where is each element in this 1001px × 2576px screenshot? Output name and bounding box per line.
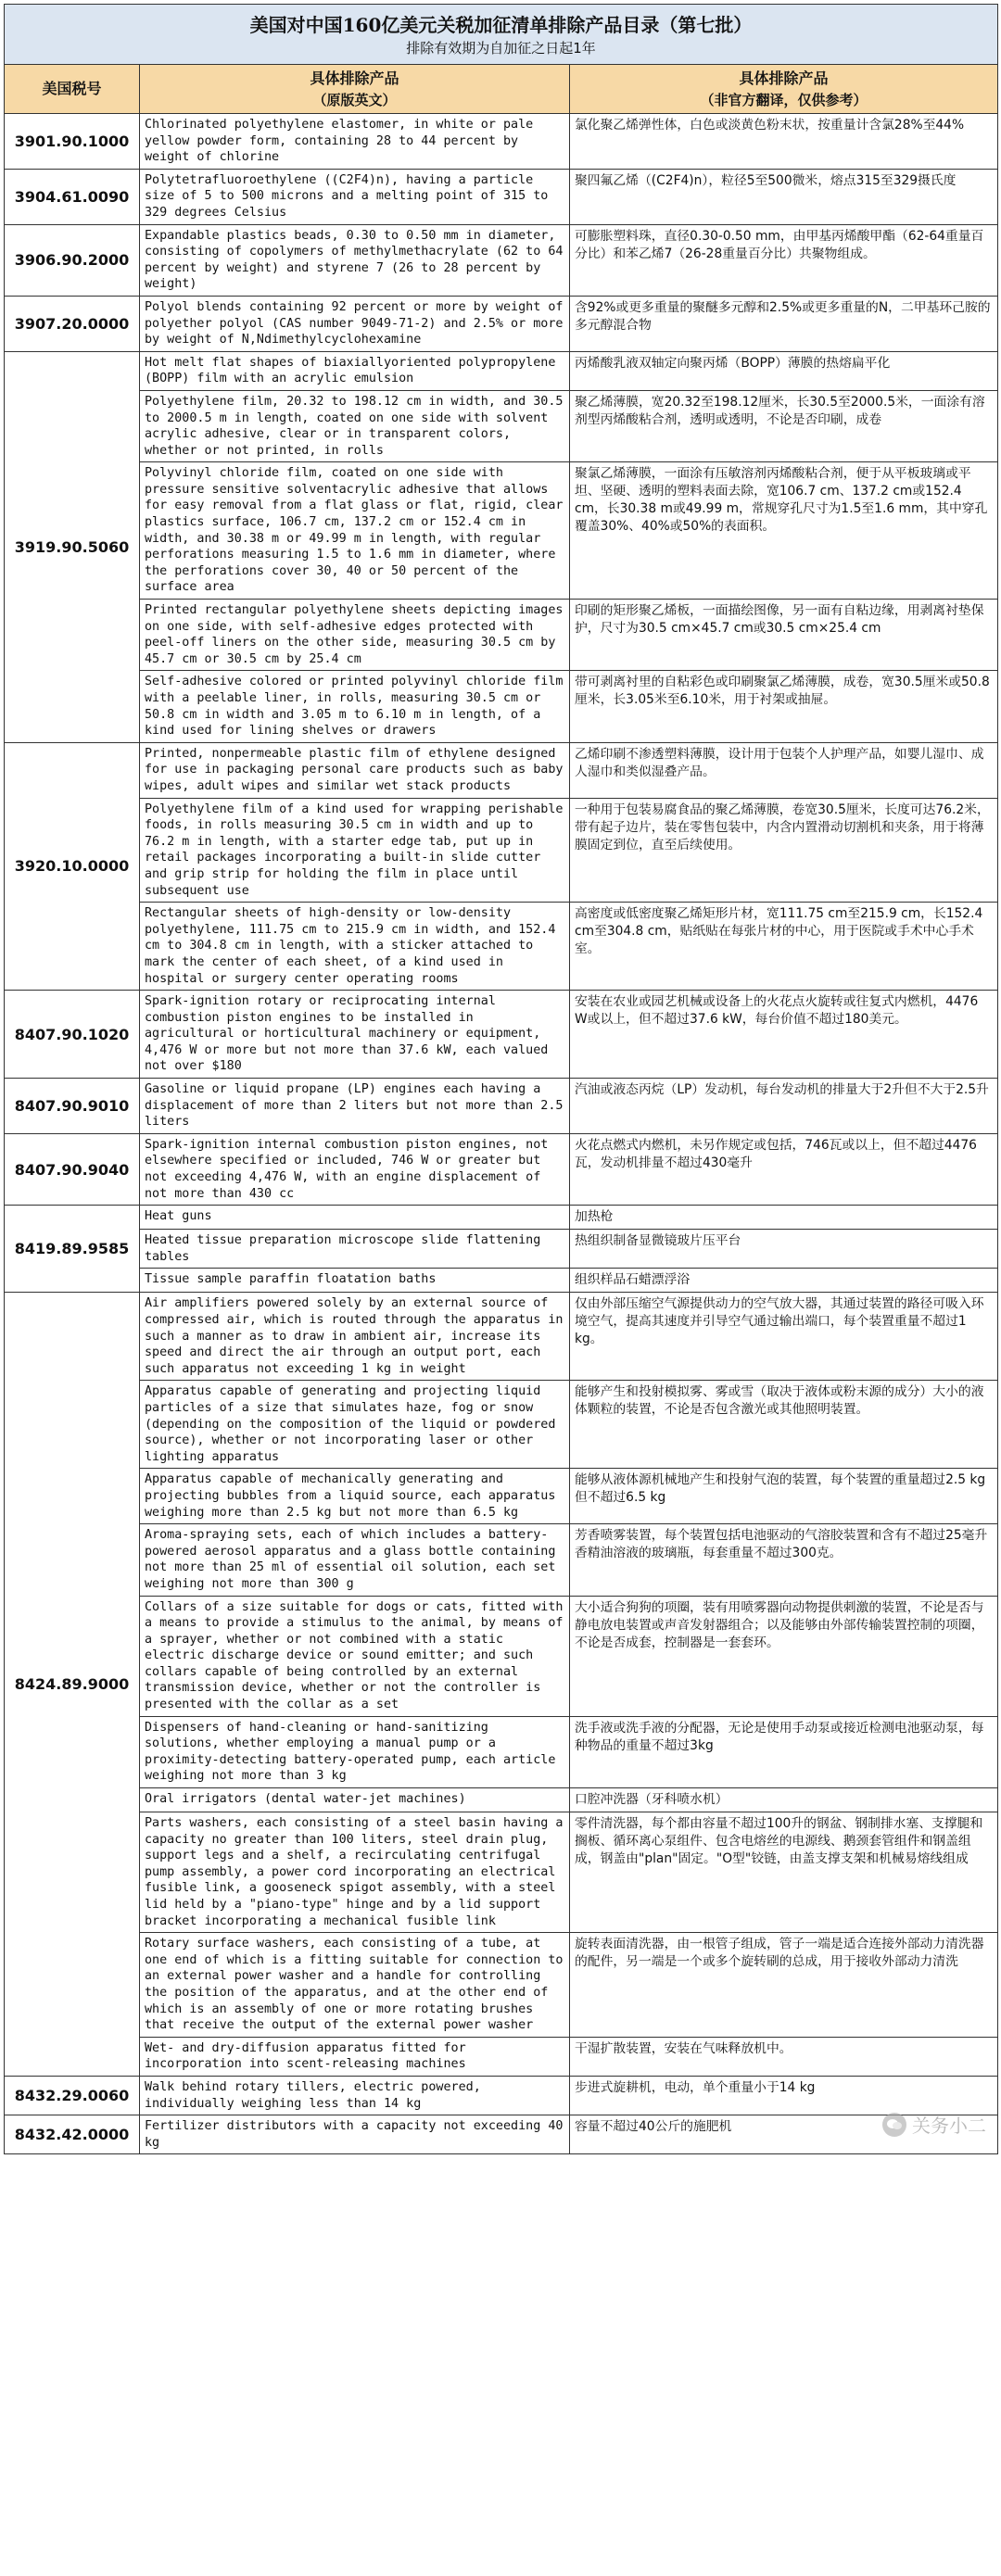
header-chinese-line1: 具体排除产品 bbox=[739, 69, 829, 87]
chinese-description-cell: 氯化聚乙烯弹性体，白色或淡黄色粉末状，按重量计含氯28%至44% bbox=[570, 114, 998, 170]
chinese-description-cell: 能够从液体源机械地产生和投射气泡的装置，每个装置的重量超过2.5 kg但不超过6.5 kg bbox=[570, 1469, 998, 1524]
table-row bbox=[5, 390, 998, 461]
table-row bbox=[5, 1293, 998, 1381]
exclusion-table bbox=[4, 4, 998, 2154]
wechat-icon bbox=[882, 2113, 906, 2137]
english-description-cell: Oral irrigators (dental water-jet machines) bbox=[140, 1788, 570, 1812]
chinese-description-cell: 可膨胀塑料珠，直径0.30-0.50 mm，由甲基丙烯酸甲酯（62-64重量百分比）和苯乙烯7（26-28重量百分比）共聚物组成。 bbox=[570, 224, 998, 296]
table-row bbox=[5, 1596, 998, 1716]
table-row bbox=[5, 296, 998, 351]
table-row bbox=[5, 600, 998, 671]
hts-code-cell: 8432.29.0060 bbox=[5, 2076, 140, 2115]
english-description-cell: Printed rectangular polyethylene sheets depicting images on one side, with self-adhesive edges protected with peel-off liners on the other side, measuring 30.5 cm by 45.7 cm or 30.5 cm by 25.4 cm bbox=[140, 600, 570, 671]
hts-code-cell: 3901.90.1000 bbox=[5, 114, 140, 170]
english-description-cell: Tissue sample paraffin floatation baths bbox=[140, 1269, 570, 1293]
title-cell bbox=[5, 5, 998, 65]
header-english-line2: （原版英文） bbox=[312, 92, 397, 108]
document-page bbox=[4, 4, 997, 2154]
chinese-description-cell: 旋转表面清洗器，由一根管子组成，管子一端是适合连接外部动力清洗器的配件，另一端是一个或多个旋转刷的总成，用于接收外部动力清洗 bbox=[570, 1933, 998, 2038]
header-hts bbox=[5, 65, 140, 114]
header-chinese-line2: （非官方翻译，仅供参考） bbox=[700, 92, 868, 108]
english-description-cell: Collars of a size suitable for dogs or cats, fitted with a means to provide a stimulus to the animal, by means of a sprayer, whether or not combined with a static electric discharge device or sound emitter; and such collars capable of being controlled by an external transmission device, whether or not the controller is presented with the collar as a set bbox=[140, 1596, 570, 1716]
table-row bbox=[5, 798, 998, 903]
table-row bbox=[5, 2076, 998, 2115]
chinese-description-cell: 大小适合狗狗的项圈，装有用喷雾器向动物提供刺激的装置，不论是否与静电放电装置或声音发射器组合；以及能够由外部传输装置控制的项圈，不论是否成套，控制器是一套套环。 bbox=[570, 1596, 998, 1716]
english-description-cell: Dispensers of hand-cleaning or hand-sanitizing solutions, whether employing a manual pump or a proximity-detecting battery-operated pump, each article weighing not more than 3 kg bbox=[140, 1716, 570, 1787]
chinese-description-cell: 聚乙烯薄膜，宽20.32至198.12厘米，长30.5至2000.5米，一面涂有溶剂型丙烯酸粘合剂，透明或透明，不论是否印刷，成卷 bbox=[570, 390, 998, 461]
chinese-description-cell: 丙烯酸乳液双轴定向聚丙烯（BOPP）薄膜的热熔扁平化 bbox=[570, 351, 998, 390]
chinese-description-cell: 容量不超过40公斤的施肥机 bbox=[570, 2115, 998, 2154]
table-row bbox=[5, 2037, 998, 2076]
table-row bbox=[5, 169, 998, 224]
table-row bbox=[5, 1206, 998, 1230]
table-row bbox=[5, 1230, 998, 1269]
english-description-cell: Polyvinyl chloride film, coated on one side with pressure sensitive solventacrylic adhesive that allows for easy removal from a flat glass or flat, rigid, clear plastics surface, 106.7 cm, 137.2 cm or 152.4 cm in width, and 30.38 m or 49.99 m in length, with regular perforations measuring 1.5 to 1.6 mm in diameter, where the perforations cover 30, 40 or 50 percent of the surface area bbox=[140, 462, 570, 600]
english-description-cell: Gasoline or liquid propane (LP) engines each having a displacement of more than 2 liters but not more than 2.5 liters bbox=[140, 1079, 570, 1134]
table-row bbox=[5, 742, 998, 798]
table-row bbox=[5, 991, 998, 1079]
chinese-description-cell: 步进式旋耕机，电动，单个重量小于14 kg bbox=[570, 2076, 998, 2115]
hts-code-cell: 8407.90.9040 bbox=[5, 1133, 140, 1205]
hts-code-cell: 3904.61.0090 bbox=[5, 169, 140, 224]
english-description-cell: Rectangular sheets of high-density or low-density polyethylene, 111.75 cm to 215.9 cm in width, and 152.4 cm to 304.8 cm in length, with a sticker attached to mark the center of each sheet, of a kind used in hospital or surgery center operating rooms bbox=[140, 903, 570, 991]
english-description-cell: Polytetrafluoroethylene ((C2F4)n), having a particle size of 5 to 500 microns and a melting point of 315 to 329 degrees Celsius bbox=[140, 169, 570, 224]
english-description-cell: Heated tissue preparation microscope slide flattening tables bbox=[140, 1230, 570, 1269]
hts-code-cell: 3919.90.5060 bbox=[5, 351, 140, 742]
english-description-cell: Apparatus capable of generating and projecting liquid particles of a size that simulates haze, fog or snow (depending on the composition of the liquid or powdered source), whether or not incorporating laser or other lighting apparatus bbox=[140, 1381, 570, 1469]
header-english-line1: 具体排除产品 bbox=[310, 69, 399, 87]
chinese-description-cell: 加热枪 bbox=[570, 1206, 998, 1230]
chinese-description-cell: 芳香喷雾装置，每个装置包括电池驱动的气溶胶装置和含有不超过25毫升香精油溶液的玻璃瓶，每套重量不超过300克。 bbox=[570, 1524, 998, 1596]
table-row bbox=[5, 2115, 998, 2154]
english-description-cell: Spark-ignition internal combustion piston engines, not elsewhere specified or included, 746 W or greater but not exceeding 4,476 W, with an engine displacement of not more than 430 cc bbox=[140, 1133, 570, 1205]
chinese-description-cell: 聚四氟乙烯（(C2F4)n），粒径5至500微米，熔点315至329摄氏度 bbox=[570, 169, 998, 224]
table-row bbox=[5, 1933, 998, 2038]
english-description-cell: Polyethylene film, 20.32 to 198.12 cm in width, and 30.5 to 2000.5 m in length, coated on one side with solvent acrylic adhesive, clear or in transparent colors, whether or not printed, in rolls bbox=[140, 390, 570, 461]
english-description-cell: Polyethylene film of a kind used for wrapping perishable foods, in rolls measuring 30.5 cm in width and up to 76.2 m in length, with a starter edge tab, put up in retail packages incorporating a built-in slide cutter and grip strip for holding the film in place until subsequent use bbox=[140, 798, 570, 903]
chinese-description-cell: 一种用于包装易腐食品的聚乙烯薄膜，卷宽30.5厘米，长度可达76.2米，带有起子边片，装在零售包装中，内含内置滑动切割机和夹条，用于将薄膜固定到位，直至后续使用。 bbox=[570, 798, 998, 903]
chinese-description-cell: 汽油或液态丙烷（LP）发动机，每台发动机的排量大于2升但不大于2.5升 bbox=[570, 1079, 998, 1134]
table-row bbox=[5, 224, 998, 296]
hts-code-cell: 3907.20.0000 bbox=[5, 296, 140, 351]
english-description-cell: Hot melt flat shapes of biaxiallyoriented polypropylene (BOPP) film with an acrylic emulsion bbox=[140, 351, 570, 390]
table-row bbox=[5, 1079, 998, 1134]
watermark-text: 关务小二 bbox=[912, 2115, 986, 2138]
document-subtitle: 排除有效期为自加征之日起1年 bbox=[406, 40, 596, 57]
english-description-cell: Chlorinated polyethylene elastomer, in white or pale yellow powder form, containing 28 to 44 percent by weight of chlorine bbox=[140, 114, 570, 170]
english-description-cell: Printed, nonpermeable plastic film of ethylene designed for use in packaging personal care products such as baby wipes, adult wipes and similar wet stack products bbox=[140, 742, 570, 798]
table-row bbox=[5, 1469, 998, 1524]
table-row bbox=[5, 1269, 998, 1293]
chinese-description-cell: 含92%或更多重量的聚醚多元醇和2.5%或更多重量的N，二甲基环己胺的多元醇混合物 bbox=[570, 296, 998, 351]
table-row bbox=[5, 1788, 998, 1812]
english-description-cell: Expandable plastics beads, 0.30 to 0.50 mm in diameter, consisting of copolymers of methylmethacrylate (62 to 64 percent by weight) and styrene 7 (26 to 28 percent by weight) bbox=[140, 224, 570, 296]
english-description-cell: Spark-ignition rotary or reciprocating internal combustion piston engines to be installed in agricultural or horticultural machinery or equipment, 4,476 W or more but not more than 37.6 kW, each valued not over $180 bbox=[140, 991, 570, 1079]
chinese-description-cell: 能够产生和投射模拟雾、雾或雪（取决于液体或粉末源的成分）大小的液体颗粒的装置，不论是否包含激光或其他照明装置。 bbox=[570, 1381, 998, 1469]
chinese-description-cell: 高密度或低密度聚乙烯矩形片材，宽111.75 cm至215.9 cm，长152.4 cm至304.8 cm，贴纸贴在每张片材的中心，用于医院或手术中心手术室。 bbox=[570, 903, 998, 991]
table-row bbox=[5, 114, 998, 170]
chinese-description-cell: 乙烯印刷不渗透塑料薄膜，设计用于包装个人护理产品，如婴儿湿巾、成人湿巾和类似湿叠产品。 bbox=[570, 742, 998, 798]
english-description-cell: Fertilizer distributors with a capacity not exceeding 40 kg bbox=[140, 2115, 570, 2154]
hts-code-cell: 8419.89.9585 bbox=[5, 1206, 140, 1293]
watermark bbox=[882, 2111, 986, 2138]
chinese-description-cell: 洗手液或洗手液的分配器，无论是使用手动泵或接近检测电池驱动泵，每种物品的重量不超过3kg bbox=[570, 1716, 998, 1787]
chinese-description-cell: 口腔冲洗器（牙科喷水机） bbox=[570, 1788, 998, 1812]
english-description-cell: Heat guns bbox=[140, 1206, 570, 1230]
english-description-cell: Aroma-spraying sets, each of which includes a battery-powered aerosol apparatus and a glass bottle containing not more than 25 ml of essential oil solution, each set weighing not more than 300 g bbox=[140, 1524, 570, 1596]
hts-code-cell: 8432.42.0000 bbox=[5, 2115, 140, 2154]
table-row bbox=[5, 351, 998, 390]
hts-code-cell: 8407.90.1020 bbox=[5, 991, 140, 1079]
chinese-description-cell: 干湿扩散装置，安装在气味释放机中。 bbox=[570, 2037, 998, 2076]
chinese-description-cell: 组织样品石蜡漂浮浴 bbox=[570, 1269, 998, 1293]
hts-code-cell: 8424.89.9000 bbox=[5, 1293, 140, 2077]
chinese-description-cell: 火花点燃式内燃机，未另作规定或包括，746瓦或以上，但不超过4476瓦，发动机排量不超过430毫升 bbox=[570, 1133, 998, 1205]
english-description-cell: Rotary surface washers, each consisting of a tube, at one end of which is a fitting suitable for connection to an external power washer and a handle for controlling the position of the apparatus, and at the other end of which is an assembly of one or more rotating brushes that receive the output of the external power washer bbox=[140, 1933, 570, 2038]
header-hts-label: 美国税号 bbox=[42, 80, 102, 97]
header-row bbox=[5, 65, 998, 114]
table-row bbox=[5, 1812, 998, 1933]
title-row bbox=[5, 5, 998, 65]
chinese-description-cell: 仅由外部压缩空气源提供动力的空气放大器，其通过装置的路径可吸入环境空气，提高其速度并引导空气通过输出端口，每个装置重量不超过1 kg。 bbox=[570, 1293, 998, 1381]
english-description-cell: Polyol blends containing 92 percent or more by weight of polyether polyol (CAS number 9049-71-2) and 2.5% or more by weight of N,Ndimethylcyclohexamine bbox=[140, 296, 570, 351]
table-row bbox=[5, 671, 998, 742]
header-chinese bbox=[570, 65, 998, 114]
table-row bbox=[5, 462, 998, 600]
english-description-cell: Apparatus capable of mechanically generating and projecting bubbles from a liquid source, each apparatus weighing more than 2.5 kg but not more than 6.5 kg bbox=[140, 1469, 570, 1524]
table-row bbox=[5, 1381, 998, 1469]
chinese-description-cell: 印刷的矩形聚乙烯板，一面描绘图像，另一面有自粘边缘，用剥离衬垫保护，尺寸为30.5 cm×45.7 cm或30.5 cm×25.4 cm bbox=[570, 600, 998, 671]
hts-code-cell: 3920.10.0000 bbox=[5, 742, 140, 990]
chinese-description-cell: 带可剥离衬里的自粘彩色或印刷聚氯乙烯薄膜，成卷，宽30.5厘米或50.8厘米，长3.05米至6.10米，用于衬架或抽屉。 bbox=[570, 671, 998, 742]
english-description-cell: Parts washers, each consisting of a steel basin having a capacity no greater than 100 liters, steel drain plug, support legs and a shelf, a recirculating centrifugal pump assembly, a power cord incorporating an electrical fusible link, a gooseneck spigot assembly, with a steel lid held by a "piano-type" hinge and by a lid support bracket incorporating a mechanical fusible link bbox=[140, 1812, 570, 1933]
hts-code-cell: 3906.90.2000 bbox=[5, 224, 140, 296]
table-row bbox=[5, 903, 998, 991]
header-english bbox=[140, 65, 570, 114]
chinese-description-cell: 安装在农业或园艺机械或设备上的火花点火旋转或往复式内燃机，4476 W或以上，但不超过37.6 kW，每台价值不超过180美元。 bbox=[570, 991, 998, 1079]
chinese-description-cell: 聚氯乙烯薄膜，一面涂有压敏溶剂丙烯酸粘合剂，便于从平板玻璃或平坦、坚硬、透明的塑料表面去除，宽106.7 cm、137.2 cm或152.4 cm，长30.38 m或49.99 m，常规穿孔尺寸为1.5至1.6 mm，其中穿孔覆盖30%、40%或50%的表面积。 bbox=[570, 462, 998, 600]
table-row bbox=[5, 1133, 998, 1205]
chinese-description-cell: 零件清洗器，每个都由容量不超过100升的钢盆、钢制排水塞、支撑腿和搁板、循环离心泵组件、包含电熔丝的电源线、鹅颈套管组件和钢盖组成，钢盖由"plan"固定。"O型"铰链，由盖支撑支架和机械易熔线组成 bbox=[570, 1812, 998, 1933]
english-description-cell: Self-adhesive colored or printed polyvinyl chloride film with a peelable liner, in rolls, measuring 30.5 cm or 50.8 cm in width and 3.05 m to 6.10 m in length, of a kind used for lining shelves or drawers bbox=[140, 671, 570, 742]
table-row bbox=[5, 1716, 998, 1787]
table-row bbox=[5, 1524, 998, 1596]
english-description-cell: Air amplifiers powered solely by an external source of compressed air, which is routed through the apparatus in such a manner as to draw in ambient air, increase its speed and direct the air through an output port, each such apparatus not exceeding 1 kg in weight bbox=[140, 1293, 570, 1381]
english-description-cell: Wet- and dry-diffusion apparatus fitted for incorporation into scent-releasing machines bbox=[140, 2037, 570, 2076]
english-description-cell: Walk behind rotary tillers, electric powered, individually weighing less than 14 kg bbox=[140, 2076, 570, 2115]
hts-code-cell: 8407.90.9010 bbox=[5, 1079, 140, 1134]
document-title: 美国对中国160亿美元关税加征清单排除产品目录（第七批） bbox=[249, 14, 753, 36]
chinese-description-cell: 热组织制备显微镜玻片压平台 bbox=[570, 1230, 998, 1269]
